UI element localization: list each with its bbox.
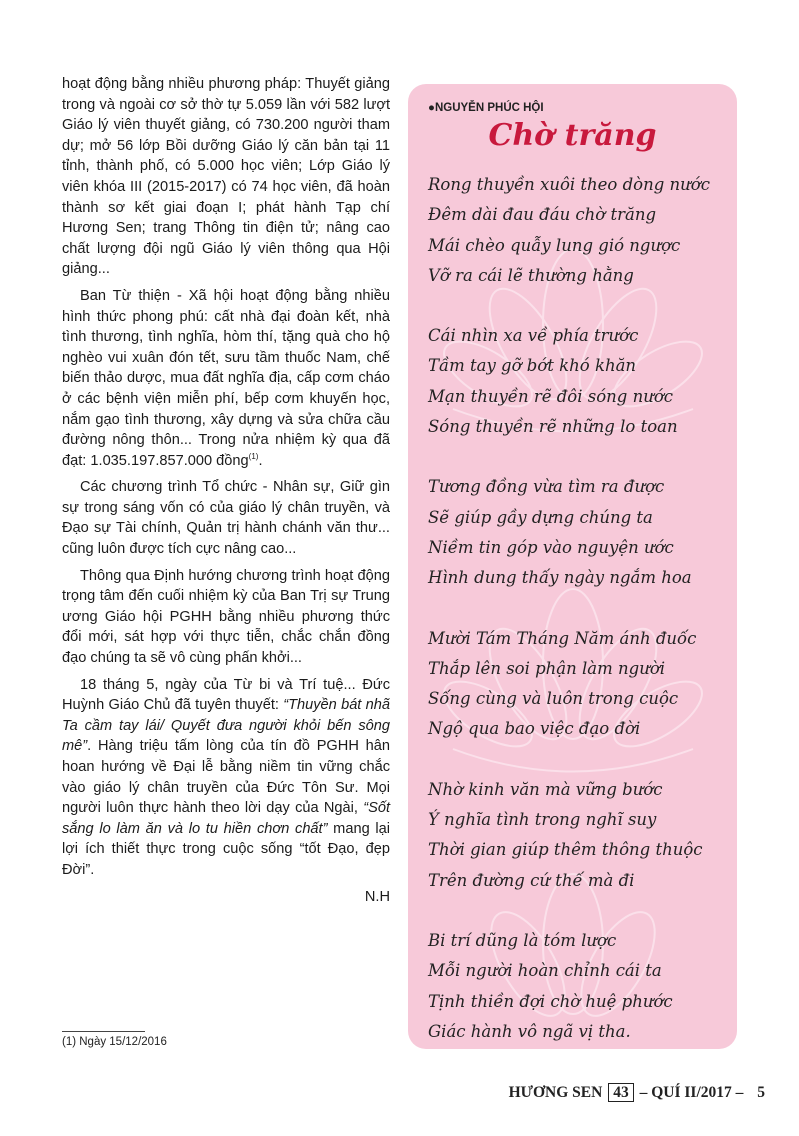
footnote-ref[interactable]: (1) <box>248 451 259 461</box>
poem-stanza <box>428 472 728 593</box>
poem-body <box>428 170 728 1049</box>
poem-line: Sẽ giúp gầy dựng chúng ta <box>428 507 653 527</box>
poem-line: Mười Tám Tháng Năm ánh đuốc <box>428 628 697 648</box>
poem-line: Bi trí dũng là tóm lược <box>428 930 617 950</box>
quote-prajna-boat: “Thuyền bát nhã Ta cầm tay lái/ Quyết đưa người khỏi bến sông mê” <box>62 697 390 755</box>
footnote: (1) Ngày 15/12/2016 <box>62 1036 167 1048</box>
paragraph-orientation: Thông qua Định hướng chương trình hoạt động trọng tâm đến cuối nhiệm kỳ của Ban Trị sự Trung ương Giáo hội PGHH bằng nhiều phương thức đổi mới, sát hợp với thực tiễn, chắc chắn đồng đạo chúng ta sẽ vô cùng phấn khởi... <box>62 567 390 667</box>
anniversary-text-b: . Hàng triệu tấm lòng của tín đồ PGHH hân hoan hướng về Đại lễ bằng niềm tin vững chắc vào giáo lý chân truyền của Đức Tôn Sư. Mọi người luôn thực hành theo lời dạy của Ngài, <box>62 738 390 817</box>
poem-stanza <box>428 170 728 291</box>
poem-line: Cái nhìn xa về phía trước <box>428 326 639 346</box>
poem-box <box>408 84 737 1049</box>
article-body <box>62 74 390 907</box>
poem-stanza <box>428 321 728 442</box>
author-signature: N.H <box>364 888 390 905</box>
poem-line: Ý nghĩa tình trong nghĩ suy <box>428 810 657 830</box>
poem-title: Chờ trăng <box>488 118 657 153</box>
footnote-divider <box>62 1031 145 1032</box>
poem-stanza <box>428 624 728 745</box>
poem-line: Mái chèo quẫy lung gió ngược <box>428 235 681 255</box>
page-footer <box>509 1083 765 1102</box>
paragraph-charity <box>62 286 390 471</box>
poem-stanza <box>428 775 728 896</box>
poem-line: Tương đồng vừa tìm ra được <box>428 477 665 497</box>
magazine-name: HƯƠNG SEN <box>508 1084 603 1101</box>
issue-number: 43 <box>608 1083 634 1102</box>
poem-line: Thời gian giúp thêm thông thuộc <box>428 840 703 860</box>
poem-line: Rong thuyền xuôi theo dòng nước <box>428 175 710 194</box>
poem-line: Hình dung thấy ngày ngắm hoa <box>428 568 692 588</box>
poem-line: Sóng thuyền rẽ những lo toan <box>428 417 678 437</box>
page-number: 5 <box>757 1084 765 1101</box>
poem-line: Sống cùng và luôn trong cuộc <box>428 689 679 709</box>
poem-line: Giác hành vô ngã vị tha. <box>428 1021 631 1041</box>
poem-line: Ngộ qua bao việc đạo đời <box>428 719 641 739</box>
poem-line: Niềm tin góp vào nguyện ước <box>428 537 674 557</box>
poem-line: Trên đường cứ thế mà đi <box>428 870 635 890</box>
paragraph-charity-text: Ban Từ thiện - Xã hội hoạt động bằng nhiều hình thức phong phú: cất nhà đại đoàn kết, nhà tình thương, tình nghĩa, hòm thí, tặng quà cho hộ nghèo vui xuân đón tết, sưu tầm thuốc Nam, chế biến thảo dược, mua đất nghĩa địa, cấp cơm cháo ở các bệnh viện miễn phí, bếp cơm khuyến học, nắm gạo tình thương, xây dựng và sửa chữa cầu đường nông thôn... Trong nửa nhiệm kỳ qua đã đạt: 1.035.197.857.000 đồng <box>62 287 390 469</box>
paragraph-programs: Các chương trình Tổ chức - Nhân sự, Giữ gìn sự trong sáng vốn có của giáo lý chân truyền, và Đạo sự Tài chính, Quản trị hành chánh văn thư... cũng luôn được tích cực nâng cao... <box>62 479 390 558</box>
issue-quarter: – QUÍ II/2017 – <box>639 1084 744 1101</box>
poem-line: Mỗi người hoàn chỉnh cái ta <box>428 961 662 981</box>
poem-line: Nhờ kinh văn mà vững bước <box>428 779 663 799</box>
poem-line: Mạn thuyền rẽ đôi sóng nước <box>428 386 674 406</box>
paragraph-teaching: hoạt động bằng nhiều phương pháp: Thuyết giảng trong và ngoài cơ sở thờ tự 5.059 lần với 582 lượt Giáo lý viên thuyết giảng, có 730.200 người tham dự; mở 56 lớp Bồi dưỡng Giáo lý căn bản tại 11 tỉnh, thành phố, có 5.000 học viên; Lớp Giáo lý viên khóa III (2015-2017) có 74 học viên, đã hoàn thành sơ kết giai đoạn I; phát hành Tạp chí Hương Sen; trang Thông tin điện tử; nâng cao chất lượng đội ngũ Giáo lý viên thông qua Hội giảng... <box>62 76 390 278</box>
poem-line: Thắp lên soi phận làm người <box>428 658 666 678</box>
poem-line: Tầm tay gỡ bớt khó khăn <box>428 356 637 376</box>
poem-line: Đêm dài đau đáu chờ trăng <box>428 205 657 225</box>
poem-line: Tịnh thiền đợi chờ huệ phước <box>428 991 673 1011</box>
poem-author: ●NGUYỄN PHÚC HỘI <box>428 102 544 114</box>
quote-diligence: “Sốt sắng lo làm ăn và lo tu hiền chơn chất” <box>62 800 390 837</box>
paragraph-anniversary <box>62 675 390 881</box>
paragraph-charity-end: . <box>258 452 263 469</box>
anniversary-text-c: mang lại lợi ích thiết thực trong cuộc sống “tốt Đạo, đẹp Đời”. <box>62 820 390 878</box>
anniversary-text-a: 18 tháng 5, ngày của Từ bi và Trí tuệ... Đức Huỳnh Giáo Chủ đã tuyên thuyết: <box>62 676 390 714</box>
poem-line: Vỡ ra cái lẽ thường hằng <box>428 265 634 285</box>
poem-stanza <box>428 926 728 1047</box>
